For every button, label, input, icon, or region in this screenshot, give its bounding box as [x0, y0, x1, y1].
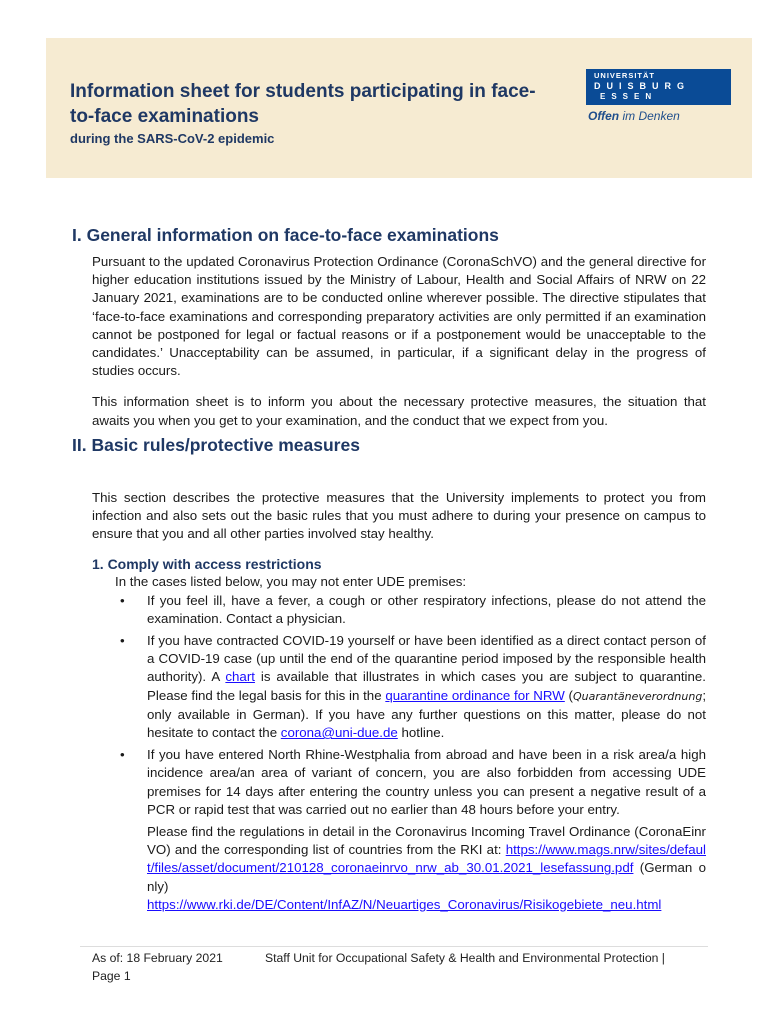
bullet-icon: • [120, 633, 125, 649]
text: If you feel ill, have a fever, a cough or other respiratory infections, please do not attend the examination. Contact a physician. [147, 592, 706, 626]
text: ; only available in German). If you have any further questions on this matter, please do not hesitate to contact the [147, 687, 707, 741]
footer-divider [80, 946, 708, 947]
logo-line1: UNIVERSITÄT [594, 71, 656, 80]
text: is available that illustrates in which cases you are subject to quarantine. Please find the legal basis for this in the [147, 669, 706, 703]
section1-paragraph2: This information sheet is to inform you about the necessary protective measures, the situation that awaits you when you get to your examination, and the conduct that we expect from you. [92, 394, 706, 428]
document-title: Information sheet for students participating in face-to-face examinations [70, 81, 536, 127]
subsection1-intro: In the cases listed below, you may not enter UDE premises: [115, 574, 467, 590]
footer-date: As of: 18 February 2021 [92, 951, 223, 965]
text: (German only) [147, 860, 706, 894]
bullet-item-3 [120, 746, 706, 819]
section1-heading: I. General information on face-to-face examinations [72, 225, 499, 245]
logo-slogan [588, 109, 680, 124]
german-term: Quarantäneverordnung [572, 689, 703, 703]
text: If you have entered North Rhine-Westphalia from abroad and have been in a risk area/a high incidence area/an area of variant of concern, you are also forbidden from accessing UDE premises for 14 days after entering the country unless you can present a negative result of a PCR or rapid test that was carried out no earlier than 48 hours before your entry. [147, 747, 706, 817]
section1-paragraph1: Pursuant to the updated Coronavirus Protection Ordinance (CoronaSchVO) and the general directive for higher education institutions issued by the Ministry of Labour, Health and Social Affairs of NRW on 22 January 2021, examinations are to be conducted online wherever possible. The directive stipulates that ‘face-to-face examinations and corresponding preparatory activities are only permitted if an examination cannot be postponed for legal or factual reasons or if a postponement would be unacceptable to the candidates.’ Unacceptability can be assumed, in particular, if a significant delay in the progress of studies occurs. [92, 254, 706, 379]
subsection1-heading: 1. Comply with access restrictions [92, 556, 322, 573]
bullet-icon: • [120, 747, 125, 763]
text: hotline. [397, 725, 445, 741]
footer-unit: Staff Unit for Occupational Safety & Health and Environmental Protection | [265, 951, 665, 965]
bullet-item-1 [120, 592, 706, 628]
email-link[interactable]: corona@uni-due.de [280, 725, 398, 741]
quarantine-ordinance-link[interactable]: quarantine ordinance for NRW [385, 687, 565, 703]
bullet-icon: • [120, 592, 125, 608]
section2-heading: II. Basic rules/protective measures [72, 434, 360, 455]
mags-nrw-link[interactable]: https://www.mags.nrw/sites/default/files/asset/document/210128_coronaeinrvo_nrw_ab_30.01.2021_lesefassung.pdf [147, 842, 706, 876]
text: ( [564, 687, 573, 703]
slogan-rest: im Denken [622, 109, 680, 123]
document-subtitle: during the SARS-CoV-2 epidemic [70, 131, 275, 146]
bullet-item-2 [120, 632, 707, 742]
rki-link[interactable]: https://www.rki.de/DE/Content/InfAZ/N/Neuartiges_Coronavirus/Risikogebiete_neu.html [147, 896, 662, 912]
slogan-bold: Offen [588, 109, 620, 123]
logo-line3: ESSEN [600, 92, 658, 101]
chart-link[interactable]: chart [225, 669, 255, 685]
university-logo [586, 69, 731, 105]
text: Please find the regulations in detail in the Coronavirus Incoming Travel Ordinance (CoronaEinrVO) and the corresponding list of countries from the RKI at: [147, 824, 706, 858]
bullet-item-3-continued [147, 823, 706, 914]
section2-paragraph1: This section describes the protective measures that the University implements to protect you from infection and also sets out the basic rules that you must adhere to during your presence on campus to ensure that you and all other parties involved stay healthy. [92, 489, 706, 542]
footer-page-number: Page 1 [92, 969, 131, 983]
logo-line2: DUISBURG [594, 81, 691, 91]
document-body [72, 224, 706, 914]
text: If you have contracted COVID-19 yourself or have been identified as a direct contact person of a COVID-19 case (up until the end of the quarantine period imposed by the responsible health authority). A [147, 633, 706, 685]
